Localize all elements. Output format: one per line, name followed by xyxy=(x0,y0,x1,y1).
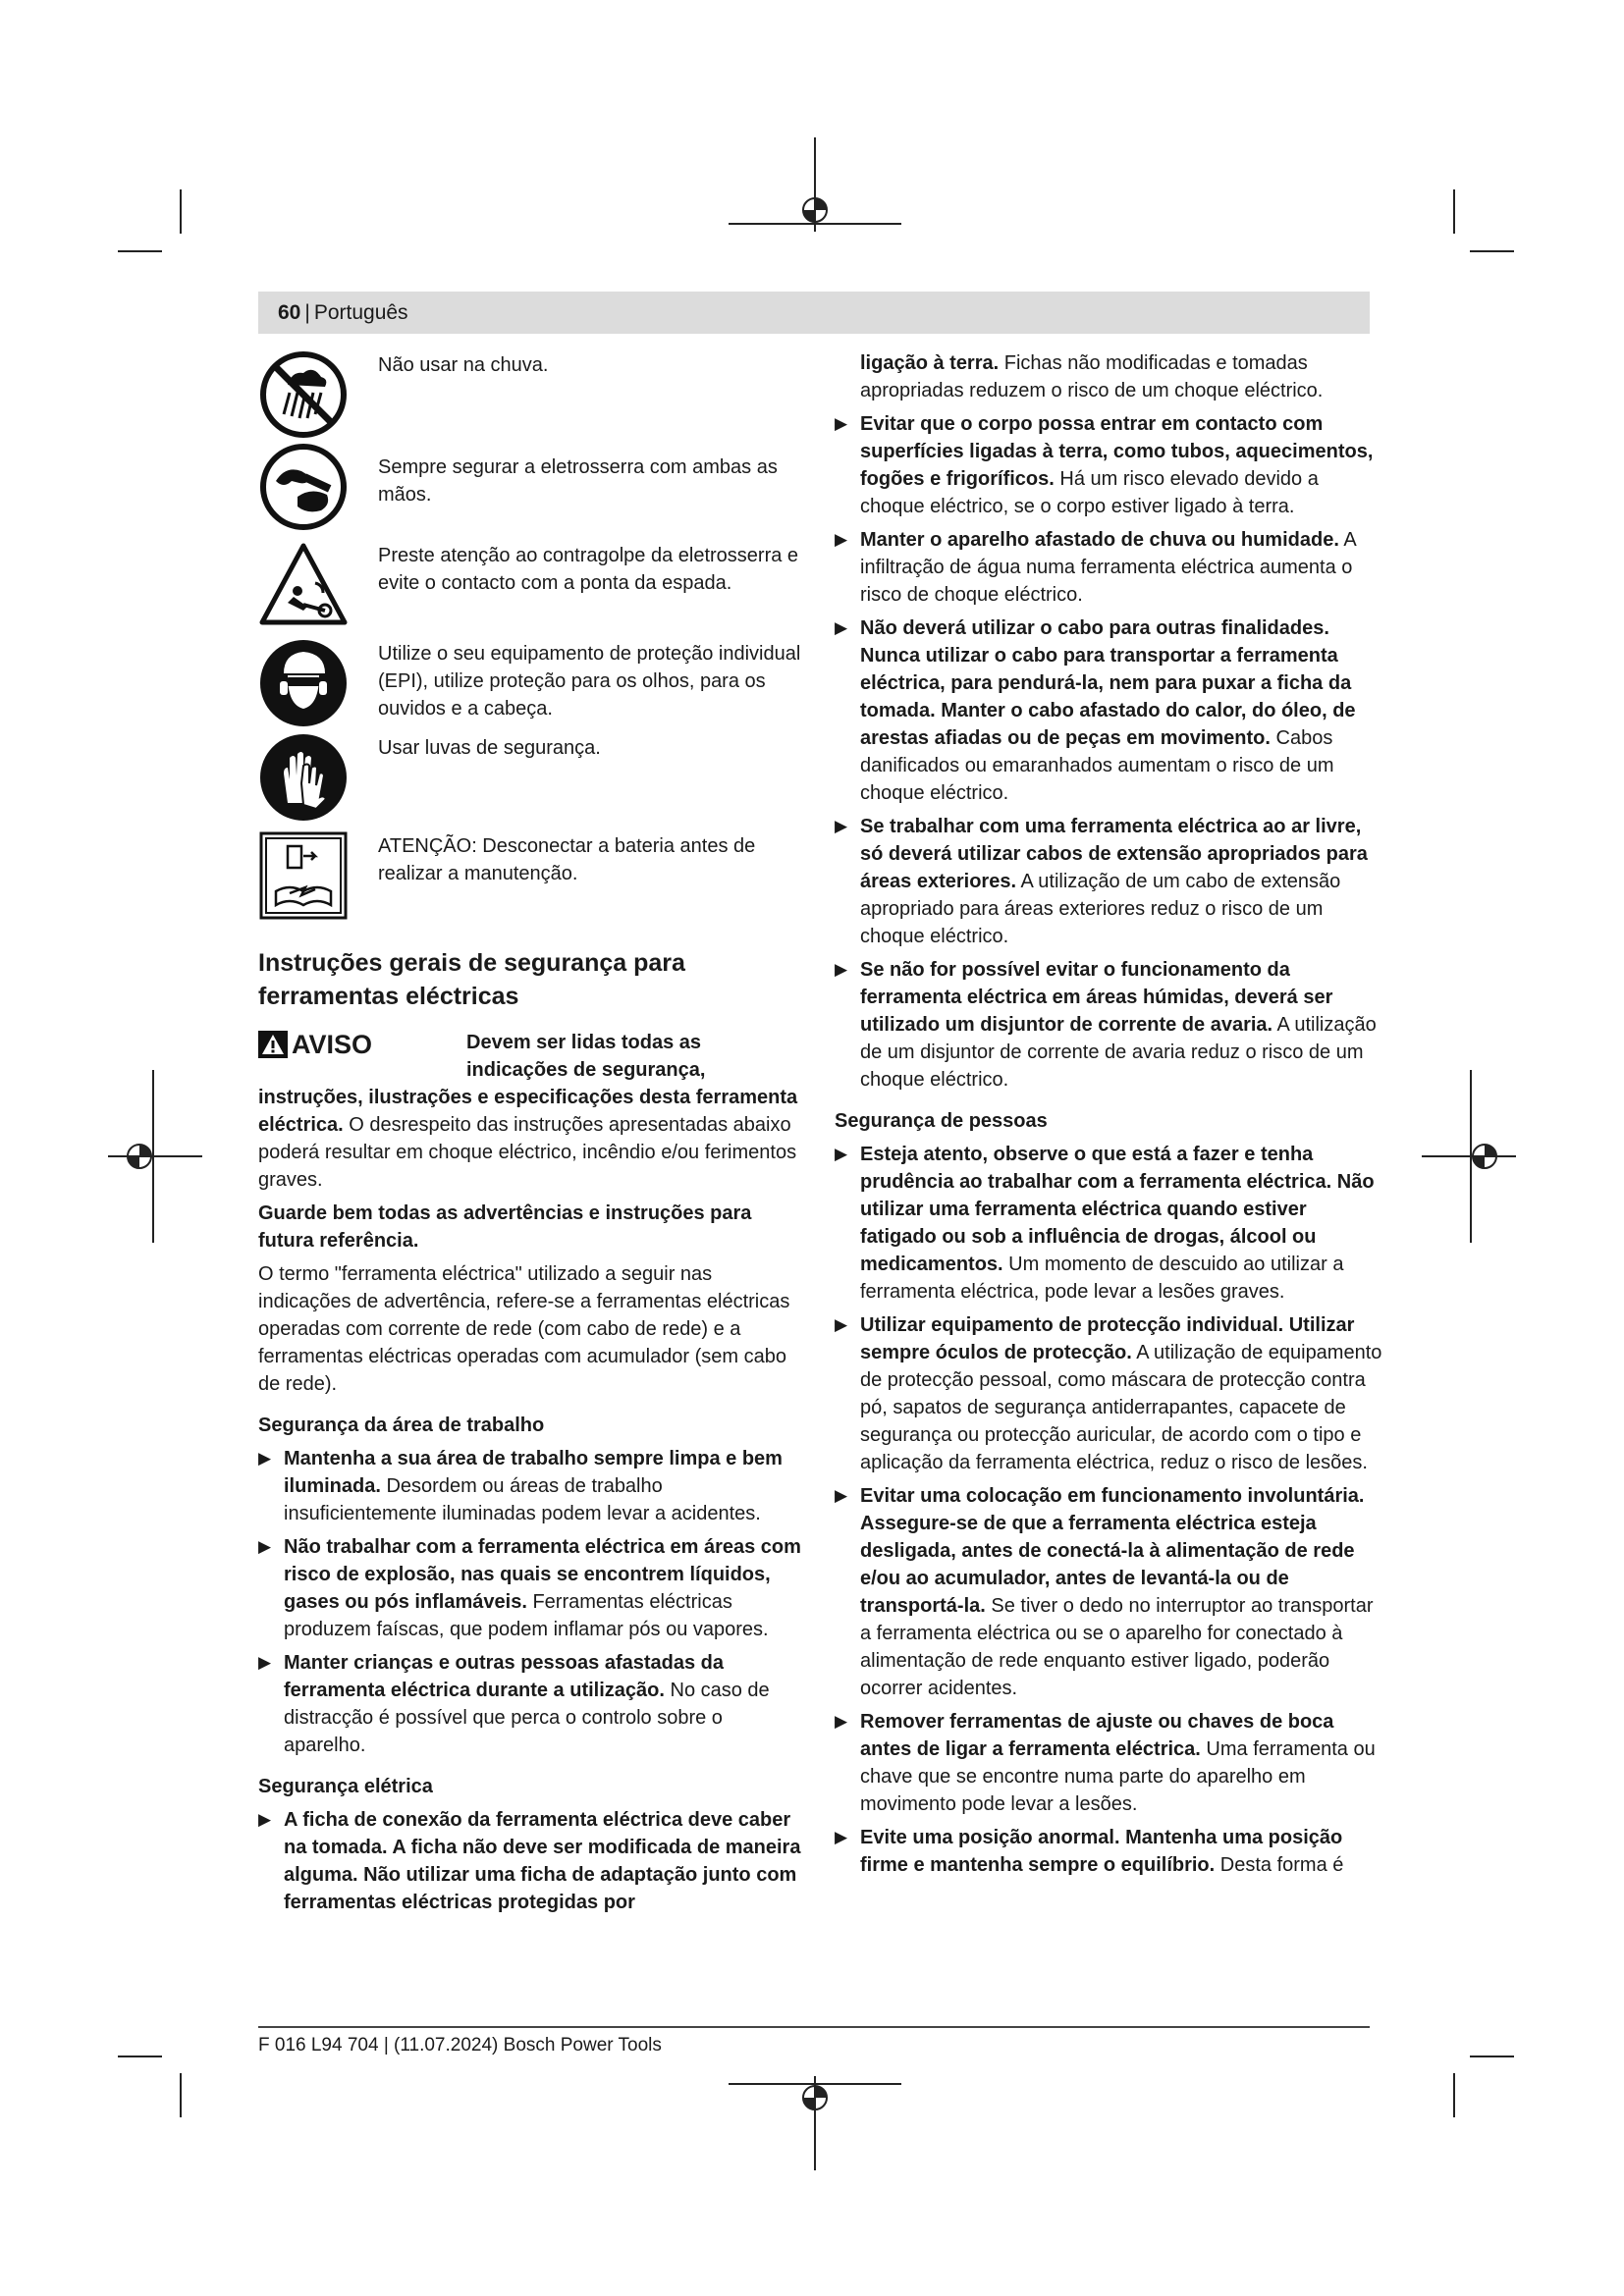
symbol-text: Utilize o seu equipamento de proteção individual (EPI), utilize proteção para os olhos, para os ouvidos e a cabeça. xyxy=(378,643,801,720)
crop-mark xyxy=(1453,2073,1455,2117)
right-column xyxy=(835,349,1384,1885)
registration-mark-left xyxy=(108,1070,202,1243)
registration-mark-top xyxy=(729,137,901,232)
list-item xyxy=(835,614,1384,807)
kickback-warning-icon xyxy=(258,540,349,630)
list-item xyxy=(258,1445,808,1527)
list-item xyxy=(258,1533,808,1643)
item-text: A utilização de um cabo de extensão apropriado para áreas exteriores reduz o risco de um choque eléctrico. xyxy=(860,871,1341,947)
item-bold: Mantenha a sua área de trabalho sempre limpa e bem iluminada. xyxy=(284,1448,783,1497)
crop-mark xyxy=(1470,2056,1514,2057)
item-bold: Evite uma posição anormal. Mantenha uma posição firme e mantenha sempre o equilíbrio. xyxy=(860,1827,1343,1876)
crop-mark xyxy=(180,189,182,234)
symbol-row-gloves xyxy=(258,732,808,830)
list-item xyxy=(835,1482,1384,1702)
bullet-arrow-icon: ▶ xyxy=(835,1828,848,1846)
symbol-row-kickback xyxy=(258,540,808,638)
left-column xyxy=(258,349,808,1922)
item-bold: Remover ferramentas de ajuste ou chaves de boca antes de ligar a ferramenta eléctrica. xyxy=(860,1711,1334,1760)
list-item-continued xyxy=(835,349,1384,404)
item-bold: ligação à terra. xyxy=(860,352,1000,374)
bullet-arrow-icon: ▶ xyxy=(258,1537,272,1556)
symbol-text: Não usar na chuva. xyxy=(378,354,549,376)
no-rain-icon xyxy=(258,349,349,440)
item-text: Desordem ou áreas de trabalho insuficientemente iluminadas podem levar a acidentes. xyxy=(284,1475,761,1524)
item-bold: Não deverá utilizar o cabo para outras finalidades. Nunca utilizar o cabo para transportar a ferramenta eléctrica, para pendurá-la, nem para puxar a ficha da tomada. Manter o cabo afastado do calor, do óleo, de arestas afiadas ou de peças em movimento. xyxy=(860,617,1356,749)
bullet-arrow-icon: ▶ xyxy=(258,1449,272,1468)
crop-mark xyxy=(180,2073,182,2117)
gloves-icon xyxy=(258,732,349,823)
item-text: Fichas não modificadas e tomadas apropriadas reduzem o risco de um choque eléctrico. xyxy=(860,352,1324,401)
item-text: Se tiver o dedo no interruptor ao transportar a ferramenta eléctrica ou se o aparelho for conectado à alimentação de rede enquanto estiver ligado, poderão ocorrer acidentes. xyxy=(860,1595,1374,1699)
list-item xyxy=(835,813,1384,950)
aviso-row xyxy=(258,1029,808,1084)
item-text: Cabos danificados ou emaranhados aumentam o risco de um choque eléctrico. xyxy=(860,727,1334,804)
electrical-list-continued xyxy=(835,349,1384,1094)
item-bold: Utilizar equipamento de protecção individual. Utilizar sempre óculos de protecção. xyxy=(860,1314,1355,1363)
header-separator: | xyxy=(304,301,310,324)
aviso-bold: instruções, ilustrações e especificações desta ferramenta eléctrica. xyxy=(258,1087,798,1136)
symbol-row-battery xyxy=(258,830,808,927)
warning-triangle-icon xyxy=(258,1031,288,1058)
item-bold: A ficha de conexão da ferramenta eléctrica deve caber na tomada. A ficha não deve ser modificada de maneira alguma. Não utilizar uma ficha de adaptação junto com ferramentas eléctricas protegidas por xyxy=(284,1809,801,1913)
disconnect-battery-icon xyxy=(258,830,349,921)
item-bold: Não trabalhar com a ferramenta eléctrica em áreas com risco de explosão, nas quais se encontrem líquidos, gases ou pós inflamáveis. xyxy=(284,1536,801,1613)
definition-paragraph: O termo "ferramenta eléctrica" utilizado a seguir nas indicações de advertência, refere-se a ferramentas eléctricas operadas com corrente de rede (com cabo de rede) e a ferramentas eléctricas operadas com acumulador (sem cabo de rede). xyxy=(258,1263,790,1395)
bullet-arrow-icon: ▶ xyxy=(835,618,848,637)
aviso-intro: Devem ser lidas todas as indicações de segurança, xyxy=(466,1032,706,1081)
crop-mark xyxy=(1470,250,1514,252)
header-language: Português xyxy=(313,301,408,324)
symbol-row-hands xyxy=(258,442,808,540)
aviso-label xyxy=(258,1031,372,1058)
item-bold: Evitar uma colocação em funcionamento involuntária. Assegure-se de que a ferramenta eléctrica esteja desligada, antes de conectá-la à alimentação de rede e/ou ao acumulador, antes de levantá-la ou de transportá-la. xyxy=(860,1485,1365,1617)
bullet-arrow-icon: ▶ xyxy=(258,1810,272,1829)
persons-list xyxy=(835,1141,1384,1879)
item-text: Ferramentas eléctricas produzem faíscas, que podem inflamar pós ou vapores. xyxy=(284,1591,769,1640)
symbol-text: Usar luvas de segurança. xyxy=(378,737,601,759)
bullet-arrow-icon: ▶ xyxy=(835,960,848,979)
item-bold: Evitar que o corpo possa entrar em contacto com superfícies ligadas à terra, como tubos, aquecimentos, fogões e frigoríficos. xyxy=(860,413,1374,490)
item-bold: Se trabalhar com uma ferramenta eléctrica ao ar livre, só deverá utilizar cabos de extensão apropriados para áreas exteriores. xyxy=(860,816,1368,892)
item-text: A infiltração de água numa ferramenta eléctrica aumenta o risco de choque eléctrico. xyxy=(860,529,1356,606)
list-item xyxy=(835,1141,1384,1306)
symbol-text: Preste atenção ao contragolpe da eletrosserra e evite o contacto com a ponta da espada. xyxy=(378,545,799,594)
crop-mark xyxy=(118,250,162,252)
list-item xyxy=(835,956,1384,1094)
item-text: A utilização de um disjuntor de corrente de avaria reduz o risco de um choque eléctrico. xyxy=(860,1014,1377,1091)
symbol-text: ATENÇÃO: Desconectar a bateria antes de realizar a manutenção. xyxy=(378,835,756,884)
item-text: Há um risco elevado devido a choque eléctrico, se o corpo estiver ligado à terra. xyxy=(860,468,1319,517)
item-text: A utilização de equipamento de protecção pessoal, como máscara de protecção contra pó, sapatos de segurança antiderrapantes, capacete de segurança ou protecção auricular, de acordo com o tipo e aplicação da ferramenta eléctrica, reduz o risco de lesões. xyxy=(860,1342,1382,1473)
two-hands-icon xyxy=(258,442,349,532)
page-number: 60 xyxy=(278,301,301,324)
symbol-row-ppe xyxy=(258,638,808,732)
list-item xyxy=(835,526,1384,609)
item-bold: Manter crianças e outras pessoas afastadas da ferramenta eléctrica durante a utilização. xyxy=(284,1652,724,1701)
item-bold: Esteja atento, observe o que está a fazer e tenha prudência ao trabalhar com a ferramenta eléctrica. Não utilizar uma ferramenta eléctrica quando estiver fatigado ou sob a influência de drogas, álcool ou medicamentos. xyxy=(860,1144,1375,1275)
footer-text: F 016 L94 704 | (11.07.2024) Bosch Power Tools xyxy=(258,2035,662,2056)
list-item xyxy=(835,1708,1384,1818)
symbol-text: Sempre segurar a eletrosserra com ambas as mãos. xyxy=(378,456,778,506)
work-area-list xyxy=(258,1445,808,1759)
bullet-arrow-icon: ▶ xyxy=(835,1712,848,1731)
aviso-rest: O desrespeito das instruções apresentadas abaixo poderá resultar em choque eléctrico, incêndio e/ou ferimentos graves. xyxy=(258,1114,797,1191)
crop-mark xyxy=(118,2056,162,2057)
bullet-arrow-icon: ▶ xyxy=(835,530,848,549)
bullet-arrow-icon: ▶ xyxy=(835,414,848,433)
footer-rule xyxy=(258,2026,1370,2028)
item-bold: Se não for possível evitar o funcionamento da ferramenta eléctrica em áreas húmidas, deverá ser utilizado um disjuntor de corrente de avaria. xyxy=(860,959,1333,1036)
crop-mark xyxy=(1453,189,1455,234)
subsection-title-electrical: Segurança elétrica xyxy=(258,1776,433,1797)
list-item xyxy=(835,410,1384,520)
symbol-row-rain xyxy=(258,349,808,442)
item-bold: Manter o aparelho afastado de chuva ou humidade. xyxy=(860,529,1339,551)
item-text: No caso de distracção é possível que perca o controlo sobre o aparelho. xyxy=(284,1680,770,1756)
list-item xyxy=(258,1806,808,1916)
page-header xyxy=(258,292,1370,334)
item-text: Uma ferramenta ou chave que se encontre numa parte do aparelho em movimento pode levar a lesões. xyxy=(860,1738,1376,1815)
bullet-arrow-icon: ▶ xyxy=(835,1486,848,1505)
bullet-arrow-icon: ▶ xyxy=(258,1653,272,1672)
list-item xyxy=(835,1824,1384,1879)
list-item xyxy=(835,1311,1384,1476)
bullet-arrow-icon: ▶ xyxy=(835,1145,848,1163)
section-title: Instruções gerais de segurança para ferramentas eléctricas xyxy=(258,949,685,1010)
electrical-list-start xyxy=(258,1806,808,1916)
subsection-title-work-area: Segurança da área de trabalho xyxy=(258,1415,545,1436)
list-item xyxy=(258,1649,808,1759)
subsection-title-persons: Segurança de pessoas xyxy=(835,1110,1048,1132)
aviso-paragraph xyxy=(258,1084,808,1194)
registration-mark-bottom xyxy=(729,2076,901,2170)
ppe-icon xyxy=(258,638,349,728)
aviso-text-label: AVISO xyxy=(292,1030,373,1059)
item-text: Um momento de descuido ao utilizar a ferramenta eléctrica, pode levar a lesões graves. xyxy=(860,1254,1344,1303)
bullet-arrow-icon: ▶ xyxy=(835,817,848,835)
registration-mark-right xyxy=(1422,1070,1516,1243)
item-text: Desta forma é xyxy=(1219,1854,1344,1876)
keep-instructions: Guarde bem todas as advertências e instruções para futura referência. xyxy=(258,1202,752,1252)
bullet-arrow-icon: ▶ xyxy=(835,1315,848,1334)
